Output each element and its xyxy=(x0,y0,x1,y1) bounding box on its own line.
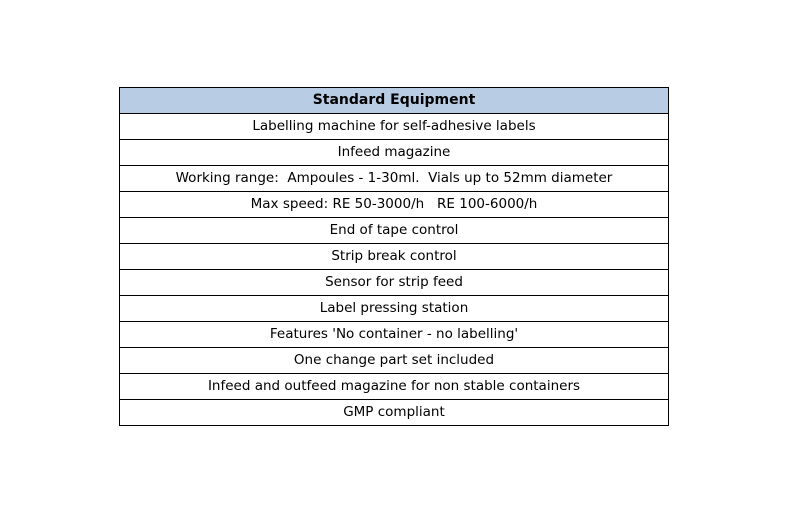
table-header-row xyxy=(120,88,669,114)
table-cell: Label pressing station xyxy=(120,296,669,322)
table-cell: End of tape control xyxy=(120,218,669,244)
table-row xyxy=(120,114,669,140)
table-row xyxy=(120,374,669,400)
table-row xyxy=(120,218,669,244)
table-cell: Features 'No container - no labelling' xyxy=(120,322,669,348)
table-cell: Strip break control xyxy=(120,244,669,270)
table-cell: Labelling machine for self-adhesive labels xyxy=(120,114,669,140)
table-row xyxy=(120,322,669,348)
standard-equipment-table xyxy=(119,87,669,426)
table-cell: Infeed magazine xyxy=(120,140,669,166)
table-cell: Working range: Ampoules - 1-30ml. Vials up to 52mm diameter xyxy=(120,166,669,192)
table-cell: GMP compliant xyxy=(120,400,669,426)
table-cell: One change part set included xyxy=(120,348,669,374)
table-row xyxy=(120,296,669,322)
table-row xyxy=(120,140,669,166)
table-row xyxy=(120,192,669,218)
table-cell: Infeed and outfeed magazine for non stable containers xyxy=(120,374,669,400)
table-cell: Max speed: RE 50-3000/h RE 100-6000/h xyxy=(120,192,669,218)
table-row xyxy=(120,270,669,296)
table-row xyxy=(120,166,669,192)
table-row xyxy=(120,348,669,374)
table-row xyxy=(120,400,669,426)
table-header-cell: Standard Equipment xyxy=(120,88,669,114)
table-row xyxy=(120,244,669,270)
table-cell: Sensor for strip feed xyxy=(120,270,669,296)
